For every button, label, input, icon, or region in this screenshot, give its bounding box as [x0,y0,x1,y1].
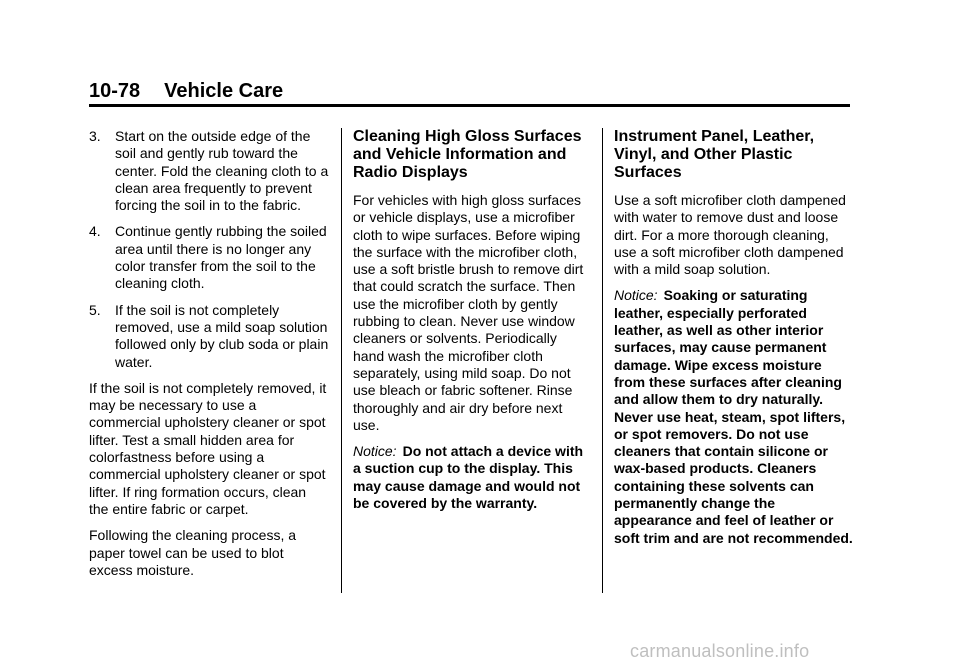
notice-text: Soaking or saturating leather, especially perforated leather, as well as other interior surfaces, may cause permanent damage. Wipe excess moisture from these surfaces after cleaning and allow them to dry naturally. Never use heat, steam, spot lifters, or spot removers. Do not use cleaners that contain silicone or wax-based products. Cleaners containing these solvents can permanently change the appearance and feel of leather or soft trim and are not recommended. [614,287,853,546]
list-number: 3. [89,128,101,144]
notice-label: Notice: [353,443,397,460]
list-number: 5. [89,301,101,318]
paragraph: For vehicles with high gloss surfaces or vehicle displays, use a microfiber cloth to wipe surfaces. Before wiping the surface with the microfiber cloth, use a soft bristle brush to remove dirt that could scratch the surface. Then use the microfiber cloth by gently rubbing to clean. Never use window cleaners or solvents. Periodically hand wash the microfiber cloth separately, using mild soap. Do not use bleach or fabric softener. Rinse thoroughly and air dry before next use. [353,192,584,433]
list-item [89,302,329,371]
section-heading: Cleaning High Gloss Surfaces and Vehicle Information and Radio Displays [353,128,582,181]
section-heading: Instrument Panel, Leather, Vinyl, and Other Plastic Surfaces [614,128,815,181]
list-text: Start on the outside edge of the soil and gently rub toward the center. Fold the cleaning cloth to a clean area frequently to prevent forcing the soil in to the fabric. [115,128,329,214]
column-divider [341,128,342,593]
section-title: Vehicle Care [164,80,284,102]
page-number: 10-78 [89,80,141,102]
column-divider [602,128,603,593]
list-number: 4. [89,223,101,240]
list-item [89,128,329,214]
column-3 [614,128,854,556]
watermark: carmanualsonline.info [630,641,810,661]
notice-text: Do not attach a device with a suction cup to the display. This may cause damage and would not be covered by the warranty. [353,443,584,512]
header-rule [89,104,850,107]
column-2 [353,128,588,521]
list-text: Continue gently rubbing the soiled area until there is no longer any color transfer from the soil to the cleaning cloth. [115,223,327,292]
list-text: If the soil is not completely removed, use a mild soap solution followed only by club soda or plain water. [115,301,329,370]
paragraph: Use a soft microfiber cloth dampened with water to remove dust and loose dirt. For a more thorough cleaning, use a soft microfiber cloth dampened with a mild soap solution. [614,192,846,278]
paragraph: If the soil is not completely removed, it may be necessary to use a commercial upholstery cleaner or spot lifter. Test a small hidden area for colorfastness before using a commercial upholstery cleaner or spot lifter. If ring formation occurs, clean the entire fabric or carpet. [89,379,327,517]
paragraph: Following the cleaning process, a paper towel can be used to blot excess moisture. [89,527,297,578]
notice [353,443,588,512]
column-1 [89,128,329,588]
notice-label: Notice: [614,287,658,304]
list-item [89,223,329,292]
notice [614,287,854,546]
